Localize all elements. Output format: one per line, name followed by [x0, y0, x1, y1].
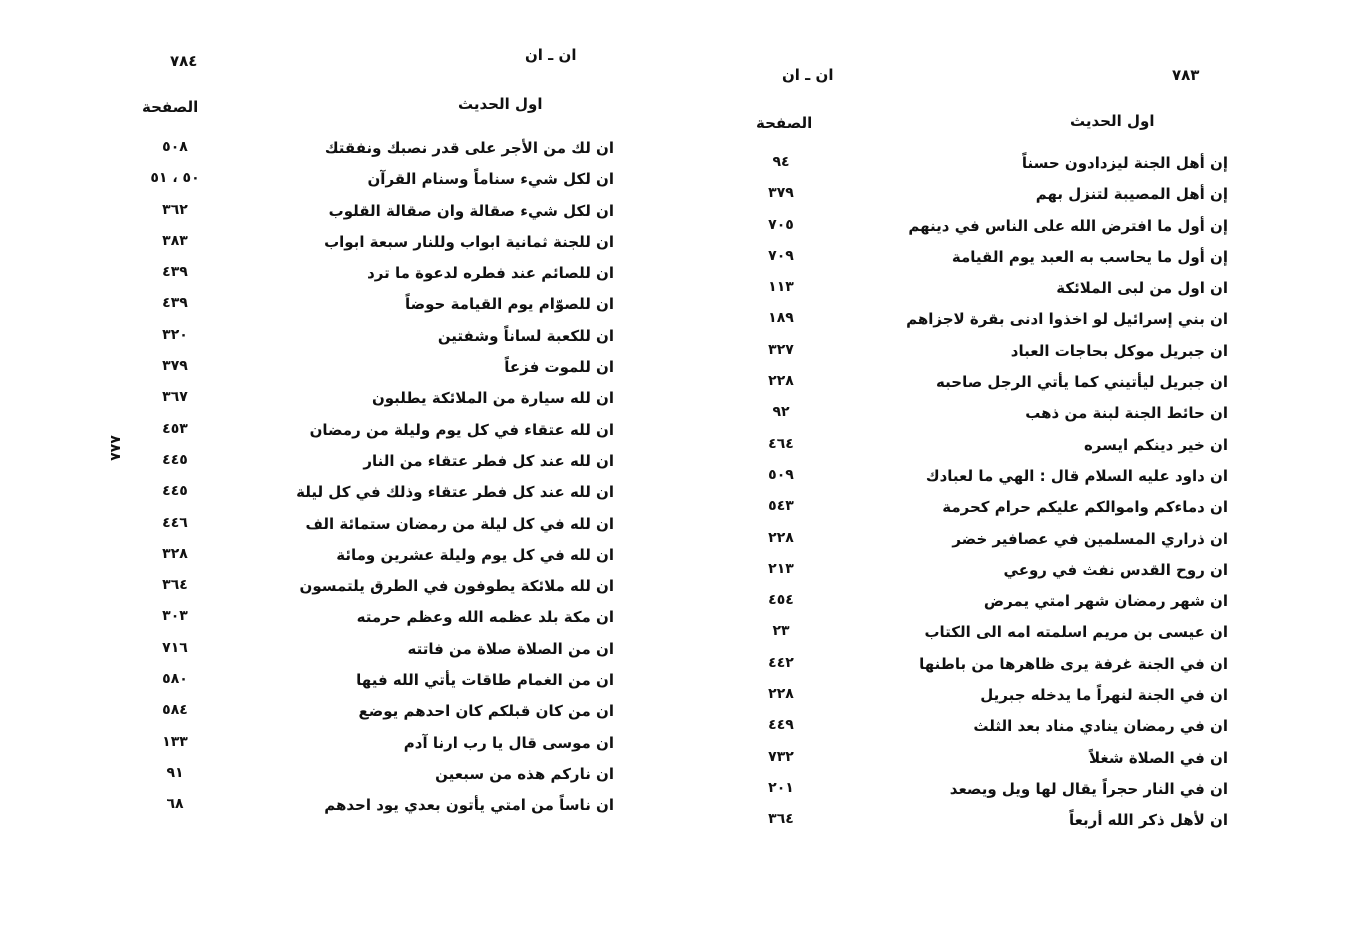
- index-row: [120, 227, 614, 258]
- hadith-text: ان بني إسرائيل لو اخذوا ادنى بقرة لاجزاهم: [906, 310, 1228, 329]
- page-ref: ٧٠٩: [768, 247, 794, 264]
- page-ref: ٢٢٨: [768, 686, 794, 703]
- index-row: [740, 304, 1228, 335]
- index-row: [740, 430, 1228, 461]
- hadith-text: ان شهر رمضان شهر امتي يمرض: [983, 592, 1228, 611]
- page-ref: ٣٢٨: [162, 545, 188, 562]
- hadith-text: ان لله في كل يوم وليلة عشرين ومائة: [336, 545, 614, 564]
- page-ref: ٢٢٨: [768, 373, 794, 390]
- index-row: [120, 634, 614, 665]
- index-row: [740, 242, 1228, 273]
- page-ref: ٢٢٨: [768, 529, 794, 546]
- hadith-text: ان لله عند كل فطر عتقاء من النار: [363, 451, 614, 470]
- index-row: [120, 696, 614, 727]
- index-entries: [740, 148, 1228, 837]
- index-row: [120, 258, 614, 289]
- hadith-text: ان لله عتقاء في كل يوم وليلة من رمضان: [309, 420, 614, 439]
- hadith-text: ان ناركم هذه من سبعين: [435, 764, 614, 783]
- index-row: [740, 774, 1228, 805]
- page-ref: ٣٧٩: [162, 358, 188, 375]
- column-heading-hadith: اول الحديث: [458, 95, 543, 113]
- index-row: [120, 415, 614, 446]
- index-row: [740, 336, 1228, 367]
- hadith-text: ان مكة بلد عظمه الله وعظم حرمته: [356, 608, 614, 627]
- page-ref: ٣٨٣: [162, 232, 188, 249]
- page-ref: ٤٣٩: [162, 295, 188, 312]
- page-ref: ٧٣٢: [768, 748, 794, 765]
- index-row: [120, 509, 614, 540]
- hadith-text: ان لكل شيء صقالة وان صقالة القلوب: [328, 201, 614, 220]
- hadith-text: ان لله ملائكة يطوفون في الطرق يلتمسون: [299, 577, 614, 596]
- index-row: [740, 680, 1228, 711]
- page-ref: ٤٤٩: [768, 717, 794, 734]
- running-head: ان ـ ان: [525, 46, 577, 64]
- page-ref: ٥٤٣: [768, 498, 794, 515]
- page-ref: ٢١٣: [768, 560, 794, 577]
- page-ref: ٣٠٣: [162, 608, 188, 625]
- page-ref: ٢٠١: [768, 779, 794, 796]
- index-row: [120, 571, 614, 602]
- page-ref: ٣٦٢: [162, 201, 188, 218]
- index-row: [740, 805, 1228, 836]
- index-row: [120, 790, 614, 821]
- index-row: [120, 133, 614, 164]
- index-row: [740, 649, 1228, 680]
- page-ref: ٣٦٤: [768, 811, 794, 828]
- index-row: [120, 665, 614, 696]
- index-row: [120, 196, 614, 227]
- page-ref: ٧٠٥: [768, 216, 794, 233]
- column-heading-hadith: اول الحديث: [1070, 112, 1155, 130]
- hadith-text: ان لله في كل ليلة من رمضان ستمائة الف: [305, 514, 614, 533]
- index-row: [740, 586, 1228, 617]
- page-ref: ٤٥٤: [768, 592, 794, 609]
- hadith-text: ان داود عليه السلام قال : الهي ما لعبادك: [925, 466, 1228, 485]
- hadith-text: ان من كان قبلكم كان احدهم يوضع: [358, 702, 614, 721]
- page-ref: ١١٣: [768, 279, 794, 296]
- hadith-text: ان للجنة ثمانية ابواب وللنار سبعة ابواب: [324, 232, 614, 251]
- index-row: [740, 711, 1228, 742]
- page-ref: ٦٨: [166, 796, 184, 813]
- index-row: [120, 759, 614, 790]
- page-ref: ٤٤٥: [162, 451, 188, 468]
- column-heading-page: الصفحة: [142, 98, 199, 116]
- page-ref: ٩٢: [772, 404, 790, 421]
- page-ref: ٣٦٧: [162, 389, 188, 406]
- index-row: [740, 398, 1228, 429]
- hadith-text: ان للموت فزعاً: [504, 358, 614, 377]
- hadith-text: إن أهل الجنة ليزدادون حسناً: [1021, 154, 1228, 172]
- page-number: ٧٨٣: [1172, 66, 1200, 84]
- index-row: [740, 367, 1228, 398]
- index-row: [120, 352, 614, 383]
- page-ref: ١٣٣: [162, 733, 188, 750]
- hadith-text: ان في الجنة لنهراً ما يدخله جبريل: [980, 686, 1228, 705]
- index-row: [120, 383, 614, 414]
- hadith-text: ان عيسى بن مريم اسلمته امه الى الكتاب: [924, 623, 1228, 642]
- hadith-text: ان في رمضان ينادي مناد بعد الثلث: [973, 717, 1228, 736]
- page-ref: ٤٤٢: [768, 654, 794, 671]
- index-row: [120, 602, 614, 633]
- binding-page-number: ٨٨٨: [106, 435, 123, 461]
- index-row: [740, 617, 1228, 648]
- index-row: [740, 524, 1228, 555]
- page-ref: ٤٣٩: [162, 264, 188, 281]
- column-heading-page: الصفحة: [756, 114, 813, 132]
- hadith-text: ان اول من لبى الملائكة: [1056, 279, 1228, 298]
- hadith-text: ان من الغمام طاقات يأتي الله فيها: [356, 671, 614, 690]
- hadith-text: ان لكل شيء سناماً وسنام القرآن: [367, 170, 614, 189]
- index-row: [120, 477, 614, 508]
- hadith-text: ان لك من الأجر على قدر نصبك ونفقتك: [324, 139, 614, 157]
- page-ref: ٩٤: [772, 154, 790, 170]
- running-head: ان ـ ان: [782, 66, 834, 84]
- index-row: [740, 461, 1228, 492]
- hadith-text: ان في الجنة غرفة يرى ظاهرها من باطنها: [919, 654, 1228, 673]
- hadith-text: ان دماءكم واموالكم عليكم حرام كحرمة: [942, 498, 1228, 517]
- index-row: [120, 289, 614, 320]
- index-row: [120, 446, 614, 477]
- hadith-text: ان خير دينكم ايسره: [1083, 435, 1228, 454]
- page-ref: ٤٤٥: [162, 483, 188, 500]
- page-number: ٧٨٤: [170, 52, 198, 70]
- hadith-text: ان للكعبة لساناً وشفتين: [437, 326, 614, 345]
- page-ref: ٤٤٦: [162, 514, 188, 531]
- hadith-text: ان ذراري المسلمين في عصافير خضر: [952, 529, 1228, 548]
- index-row: [120, 321, 614, 352]
- hadith-text: ان في الصلاة شغلاً: [1088, 748, 1228, 767]
- page-ref: ٤٦٤: [768, 435, 794, 452]
- page-ref: ٣٦٤: [162, 577, 188, 594]
- hadith-text: ان لأهل ذكر الله أربعاً: [1068, 811, 1228, 830]
- hadith-text: ان لله سيارة من الملائكة يطلبون: [371, 389, 614, 408]
- hadith-text: ان موسى قال يا رب ارنا آدم: [403, 733, 614, 752]
- index-row: [740, 273, 1228, 304]
- hadith-text: ان في النار حجراً يقال لها ويل ويصعد: [949, 779, 1228, 798]
- page-ref: ٥٨٤: [162, 702, 188, 719]
- page-ref: ٧١٦: [162, 639, 188, 656]
- hadith-text: ان للصوّام يوم القيامة حوضاً: [405, 295, 614, 314]
- page-ref: ٣٢٠: [162, 326, 188, 343]
- page-ref: ٥٠٩: [768, 466, 794, 483]
- index-entries: [120, 133, 614, 822]
- index-row: [740, 211, 1228, 242]
- hadith-text: ان جبريل موكل بحاجات العباد: [1010, 341, 1228, 360]
- page-ref: ٢٣: [772, 623, 790, 640]
- hadith-text: ان حائط الجنة لبنة من ذهب: [1025, 404, 1228, 423]
- page-ref: ١٨٩: [768, 310, 794, 327]
- right-page: [740, 0, 1240, 940]
- index-row: [740, 148, 1228, 179]
- left-page: [120, 0, 640, 940]
- hadith-text: ان جبريل ليأتيني كما يأتي الرجل صاحبه: [936, 373, 1228, 392]
- hadith-text: ان ناساً من امتي يأتون بعدي يود احدهم: [324, 796, 614, 815]
- hadith-text: ان من الصلاة صلاة من فاتته: [407, 639, 614, 658]
- index-row: [120, 540, 614, 571]
- page-ref: ٤٥٣: [162, 420, 188, 437]
- hadith-text: إن أهل المصيبة لتنزل بهم: [1035, 185, 1228, 204]
- index-row: [120, 164, 614, 195]
- index-row: [740, 555, 1228, 586]
- page-ref: ٣٢٧: [768, 341, 794, 358]
- hadith-text: ان لله عند كل فطر عتقاء وذلك في كل ليلة: [296, 483, 614, 502]
- page-ref: ٩١: [166, 764, 184, 781]
- page-ref: ٥٨٠: [162, 671, 188, 688]
- hadith-text: إن أول ما افترض الله على الناس في دينهم: [908, 216, 1228, 235]
- hadith-text: إن أول ما يحاسب به العبد يوم القيامة: [951, 247, 1228, 266]
- page-ref: ٥٠ ، ٥١: [150, 170, 200, 187]
- index-row: [740, 492, 1228, 523]
- hadith-text: ان للصائم عند فطره لدعوة ما ترد: [367, 264, 614, 283]
- index-row: [120, 728, 614, 759]
- page-ref: ٥٠٨: [162, 139, 188, 155]
- index-row: [740, 743, 1228, 774]
- hadith-text: ان روح القدس نفث في روعي: [1003, 560, 1228, 579]
- index-row: [740, 179, 1228, 210]
- page-ref: ٣٧٩: [768, 185, 794, 202]
